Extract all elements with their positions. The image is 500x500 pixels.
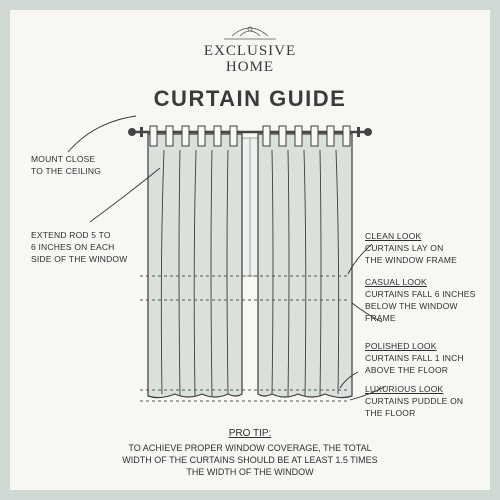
luxurious-look-note bbox=[365, 383, 463, 419]
polished-look-line-text: ABOVE THE FLOOR bbox=[365, 365, 449, 375]
pro-tip-line: THE WIDTH OF THE WINDOW bbox=[186, 467, 314, 477]
clean-look-note bbox=[365, 230, 457, 266]
clean-look-heading: CLEAN LOOK bbox=[365, 231, 422, 241]
casual-look-line-text: CURTAINS FALL 6 INCHES bbox=[365, 289, 476, 299]
luxurious-look-line-text: THE FLOOR bbox=[365, 408, 416, 418]
casual-look-note bbox=[365, 276, 490, 324]
casual-look-heading: CASUAL LOOK bbox=[365, 277, 427, 287]
clean-look-line-text: THE WINDOW FRAME bbox=[365, 255, 457, 265]
extend-note-line: SIDE OF THE WINDOW bbox=[31, 254, 128, 264]
right-curtain-panel bbox=[258, 126, 352, 398]
luxurious-look-line-text: CURTAINS PUDDLE ON bbox=[365, 396, 464, 406]
pro-tip-heading: PRO TIP: bbox=[228, 428, 272, 439]
extend-note bbox=[31, 229, 127, 265]
extend-note-line: 6 INCHES ON EACH bbox=[31, 242, 115, 252]
luxurious-look-heading: LUXURIOUS LOOK bbox=[365, 384, 444, 394]
mount-note-line: MOUNT CLOSE bbox=[31, 154, 96, 164]
pro-tip-line: WIDTH OF THE CURTAINS SHOULD BE AT LEAST 1.5 TIMES bbox=[122, 455, 378, 465]
brand-name-line2: HOME bbox=[225, 59, 275, 75]
casual-look-line-text: BELOW THE WINDOW FRAME bbox=[365, 301, 458, 323]
mount-note bbox=[31, 153, 101, 177]
logo-ornament bbox=[224, 27, 276, 39]
mount-leader bbox=[68, 116, 136, 152]
polished-look-line-text: CURTAINS FALL 1 INCH bbox=[365, 353, 464, 363]
extend-note-line: EXTEND ROD 5 TO bbox=[31, 230, 111, 240]
left-curtain-panel bbox=[148, 126, 242, 398]
polished-look-heading: POLISHED LOOK bbox=[365, 341, 437, 351]
curtain-guide-panel bbox=[10, 10, 490, 490]
clean-look-line-text: CURTAINS LAY ON bbox=[365, 243, 444, 253]
mount-note-line: TO THE CEILING bbox=[31, 166, 102, 176]
page-title: CURTAIN GUIDE bbox=[153, 86, 347, 111]
polished-look-note bbox=[365, 340, 464, 376]
pro-tip-line: TO ACHIEVE PROPER WINDOW COVERAGE, THE TOTAL bbox=[128, 443, 372, 453]
pro-tip-body bbox=[10, 442, 490, 478]
brand-name-line1: EXCLUSIVE bbox=[203, 43, 297, 59]
